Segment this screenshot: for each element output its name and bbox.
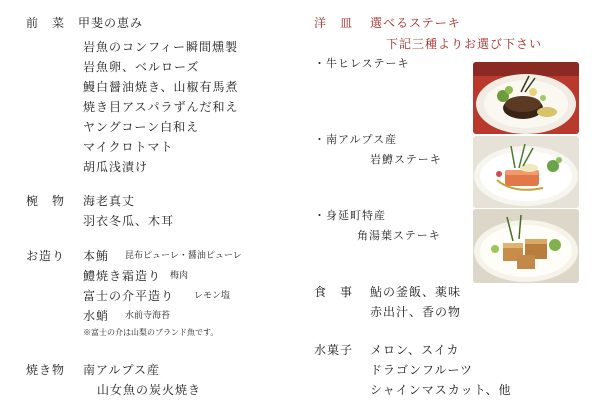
soup-item: 羽衣冬瓜、木耳 [83,214,175,228]
meal-label: 食 事 [314,285,354,299]
appetizer-item: 鰻白醤油焼き、山椒有馬煮 [83,80,239,94]
sashimi-item-note: 梅肉 [170,271,189,281]
steak-option: ・身延町特産 [314,209,386,222]
western-title: 選べるステーキ [370,16,461,30]
soup-label: 椀 物 [26,194,66,208]
appetizer-item: ヤングコーン白和え [83,120,200,134]
appetizer-item: 焼き目アスパラずんだ和え [83,100,239,114]
steak-option-detail: 岩鱒ステーキ [370,153,442,166]
trout-dish-photo [473,136,579,208]
dessert-item: シャインマスカット、他 [370,383,512,397]
sashimi-item-note: 水前寺海苔 [125,311,171,321]
sashimi-item-note: 昆布ピューレ・醤油ピューレ [125,251,242,261]
dessert-item: メロン、スイカ [370,343,460,357]
grilled-title: 南アルプス産 [83,363,161,377]
sashimi-item-note: レモン塩 [194,291,231,301]
steak-option-detail: 角湯葉ステーキ [357,229,441,242]
sashimi-item-name: 鱧焼き霜造り [83,269,162,283]
yuba-dish-photo [473,209,579,283]
grilled-label: 焼き物 [26,363,66,377]
western-subtitle: 下記三種よりお選び下さい [386,37,543,51]
soup-title: 海老真丈 [83,194,136,208]
steak-dish-photo [473,62,579,134]
western-label: 洋 皿 [314,16,354,30]
appetizer-item: 胡瓜浅漬け [83,160,149,174]
sashimi-footnote: ※富士の介は山梨のブランド魚です。 [83,328,219,337]
sashimi-item-name: 水蛸 [83,309,110,323]
grilled-item: 山女魚の炭火焼き [97,383,202,397]
meal-item: 赤出汁、香の物 [370,305,462,319]
meal-item: 鮎の釜飯、薬味 [370,285,462,299]
dessert-item: ドラゴンフルーツ [370,363,474,377]
appetizer-item: マイクロトマト [83,140,174,154]
appetizer-item: 岩魚のコンフィー瞬間燻製 [83,40,239,54]
sashimi-label: お造り [26,249,66,263]
steak-option: ・牛ヒレステーキ [314,57,410,70]
sashimi-item-name: 本鮪 [83,249,110,263]
appetizer-label: 前 菜 [26,16,66,30]
sashimi-item-name: 富士の介平造り [83,289,175,303]
appetizer-title: 甲斐の恵み [78,16,144,30]
dessert-label: 水菓子 [314,343,354,357]
steak-option: ・南アルプス産 [314,133,398,146]
appetizer-item: 岩魚卵、ベルローズ [83,60,200,74]
